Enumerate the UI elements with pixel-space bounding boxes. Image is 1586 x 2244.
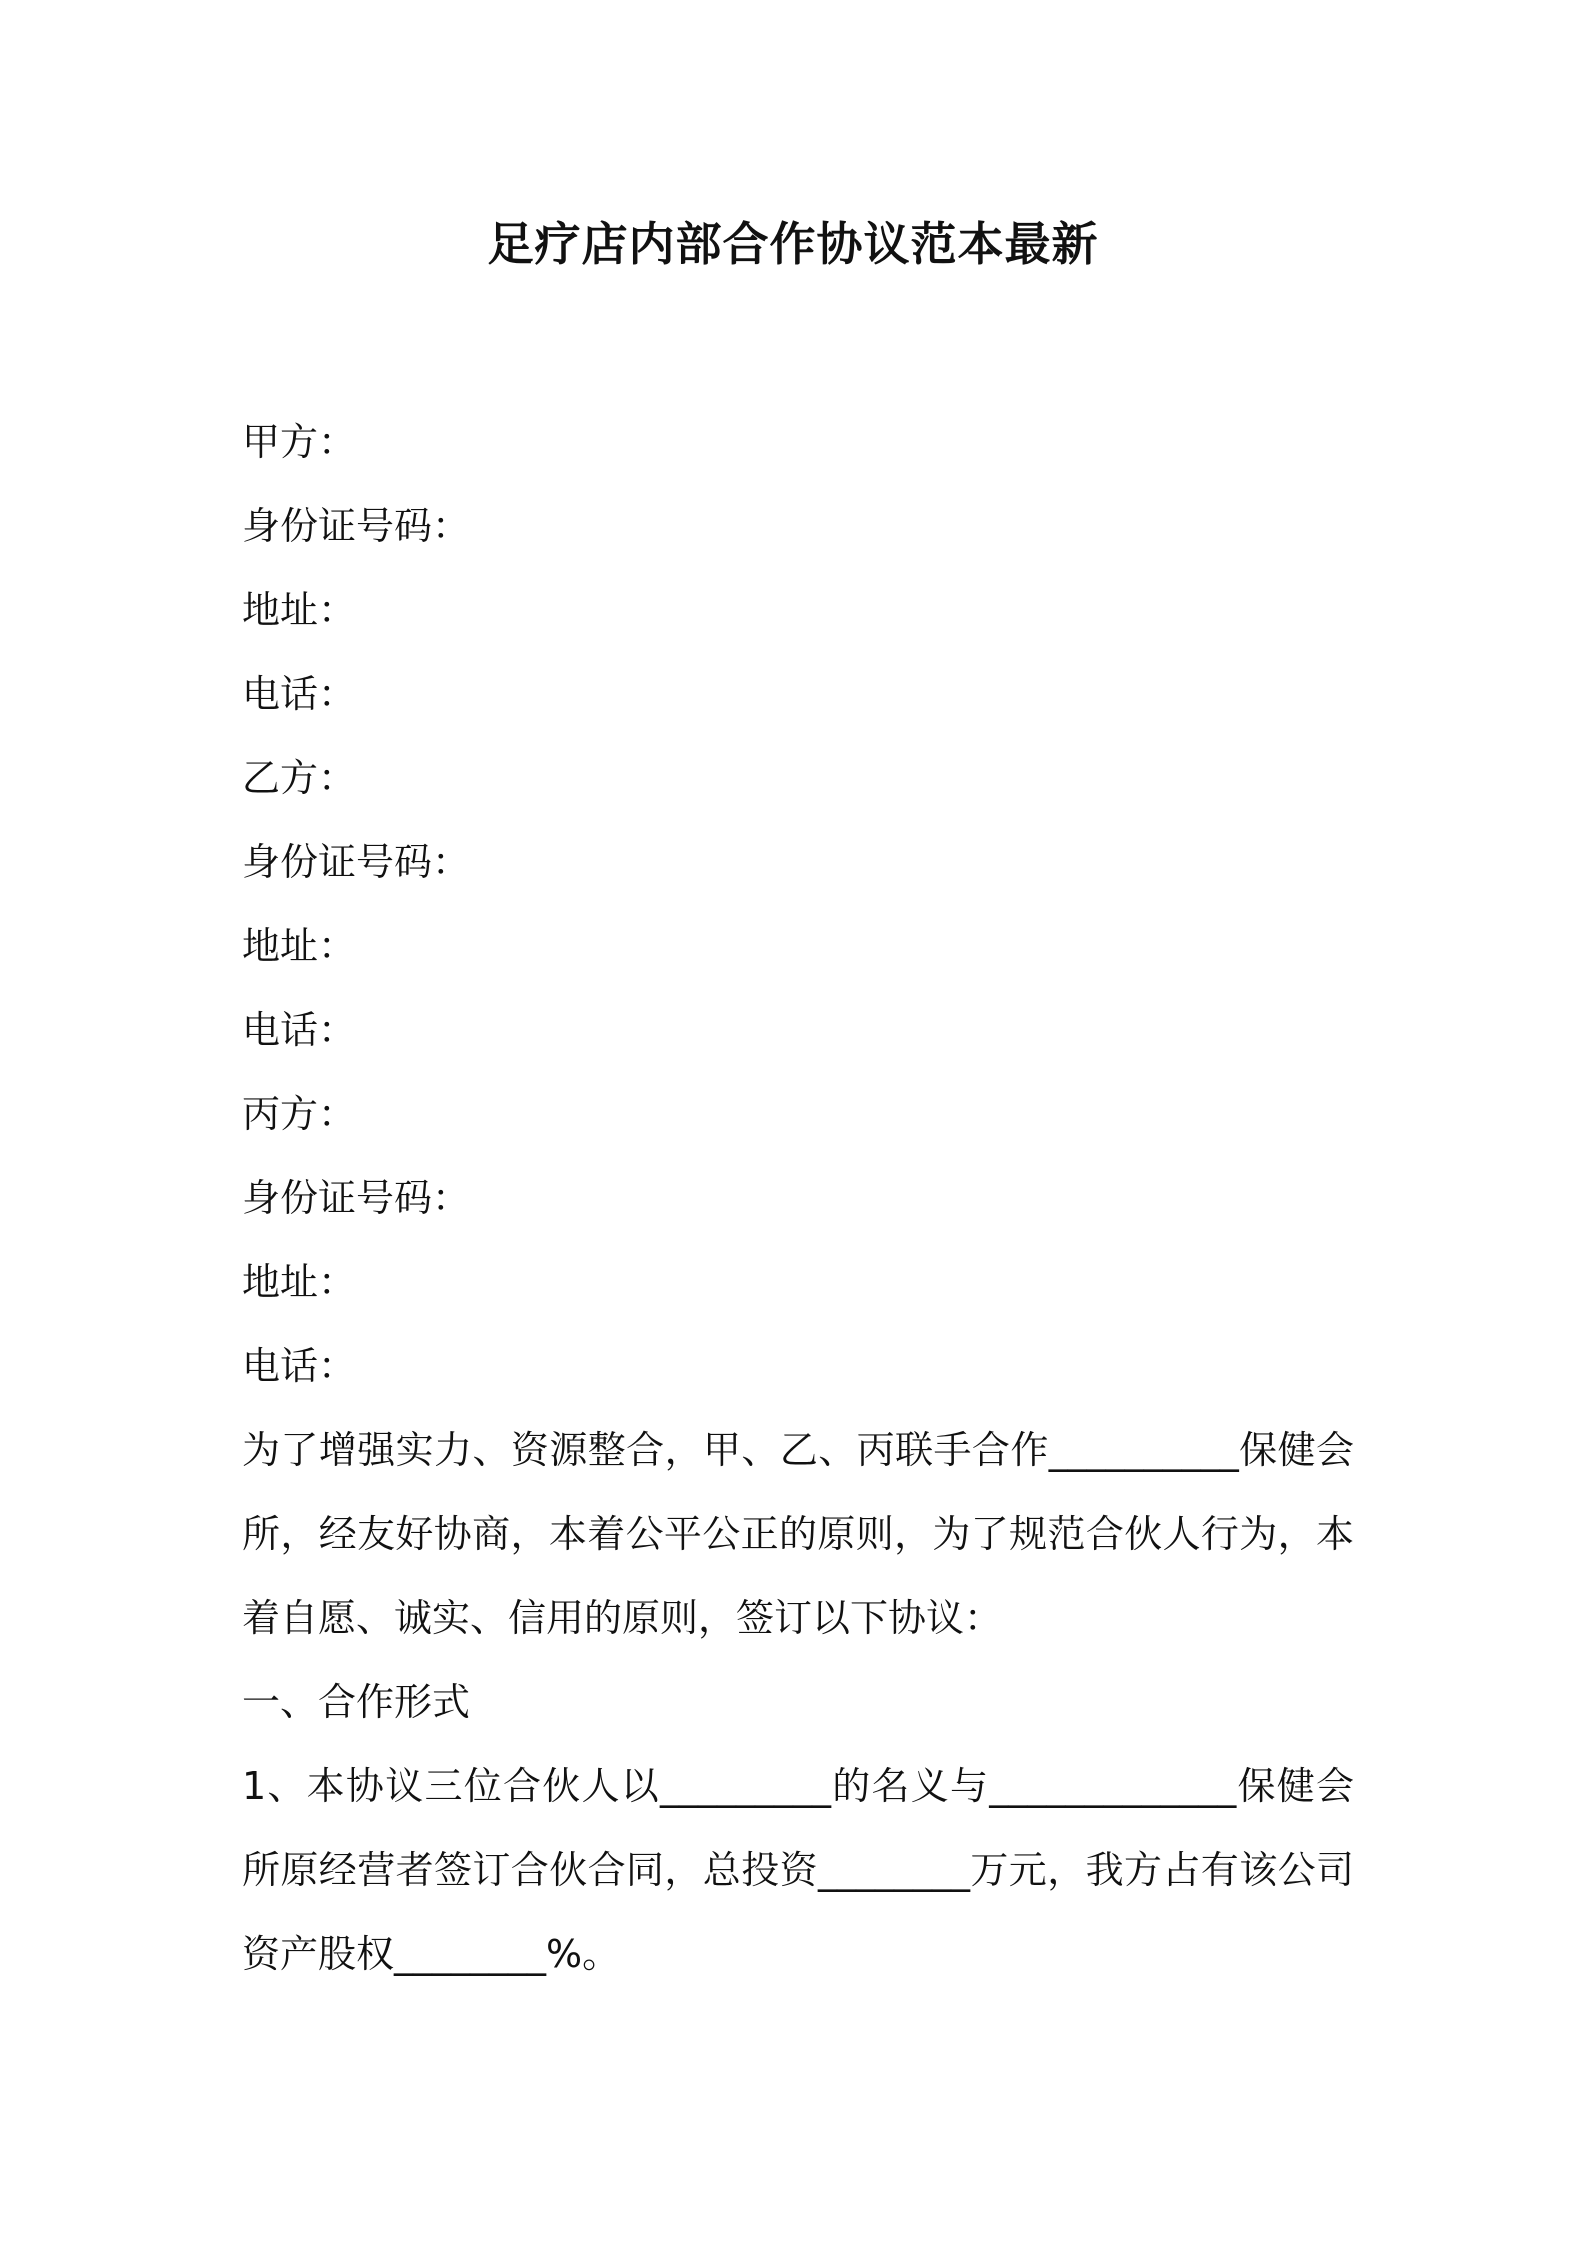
document-title: 足疗店内部合作协议范本最新 [487, 217, 1099, 271]
section-1-heading: 一、合作形式 [242, 1680, 471, 1724]
party-a-phone-label: 电话： [242, 672, 357, 716]
party-c-label: 丙方： [242, 1092, 357, 1136]
party-c-address-label: 地址： [242, 1260, 357, 1304]
party-a-address-label: 地址： [242, 588, 357, 632]
clause-1-paragraph: 1、本协议三位合伙人以_________的名义与_____________保健会所原经营者签订合伙合同，总投资________万元，我方占有该公司资产股权________%。 [242, 1764, 1354, 1976]
party-a-label: 甲方： [242, 420, 357, 464]
party-c-phone-label: 电话： [242, 1344, 357, 1388]
party-c-id-label: 身份证号码： [242, 1176, 471, 1220]
party-a-id-label: 身份证号码： [242, 504, 471, 548]
document-body [242, 400, 1354, 1996]
party-b-label: 乙方： [242, 756, 357, 800]
party-b-id-label: 身份证号码： [242, 840, 471, 884]
intro-paragraph: 为了增强实力、资源整合，甲、乙、丙联手合作__________保健会所，经友好协商，本着公平公正的原则，为了规范合伙人行为，本着自愿、诚实、信用的原则，签订以下协议： [242, 1428, 1354, 1640]
party-b-phone-label: 电话： [242, 1008, 357, 1052]
party-b-address-label: 地址： [242, 924, 357, 968]
